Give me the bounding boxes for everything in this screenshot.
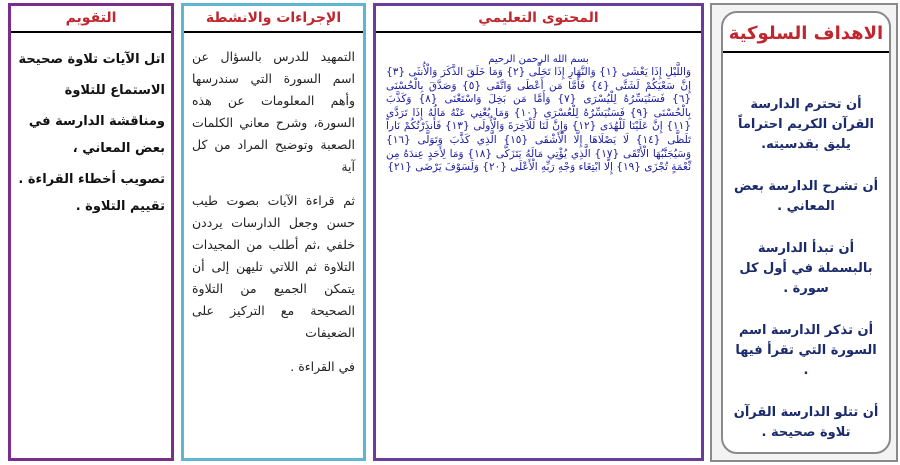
procedures-paragraph: في القراءة . <box>290 359 355 374</box>
goals-column <box>721 11 891 454</box>
content-heading: المحتوى التعليمي <box>478 10 599 26</box>
procedures-heading: الإجراءات والانشطة <box>205 10 342 26</box>
goals-heading-divider <box>723 51 889 53</box>
procedures-paragraph: ثم قراءة الآيات بصوت طيب حسن وجعل الدارسات يرددن خلفي ،ثم أطلب من المجيدات التلاوة ثم اللاتي تليهن إلى أن يتمكن الجميع من التلاوة الصحيحة مع التركيز على الضعيفات <box>192 193 355 340</box>
evaluation-item: تصويب أخطاء القراءة . <box>18 172 165 187</box>
goals-heading: الاهداف السلوكية <box>728 23 884 44</box>
evaluation-item: تقييم التلاوة . <box>75 199 165 214</box>
evaluation-item: اتل الآيات تلاوة صحيحة <box>18 52 165 67</box>
procedures-column <box>181 3 366 461</box>
content-heading-divider <box>376 31 701 33</box>
goal-item: أن تبدأ الدارسة بالبسملة في أول كل سورة . <box>739 241 873 296</box>
content-column <box>373 3 704 461</box>
evaluation-list <box>17 46 165 220</box>
goal-item: أن تحترم الدارسة القرآن الكريم احتراماً يليق بقدسيته. <box>737 97 875 152</box>
evaluation-heading-divider <box>11 31 171 33</box>
quran-verses: وَاللَّيْلِ إِذَا يَغْشَى {١} وَالنَّهَارِ إِذَا تَجَلَّى {٢} وَمَا خَلَقَ الذَّكَرَ وَالْأُنثَى {٣} إِنَّ سَعْيَكُمْ لَشَتَّى {٤} فَأَمَّا مَن أَعْطَى وَاتَّقَى {٥} وَصَدَّقَ بِالْحُسْنَى {٦} فَسَنُيَسِّرُهُ لِلْيُسْرَى {٧} وَأَمَّا مَن بَخِلَ وَاسْتَغْنَى {٨} وَكَذَّبَ بِالْحُسْنَى {٩} فَسَنُيَسِّرُهُ لِلْعُسْرَى {١٠} وَمَا يُغْنِي عَنْهُ مَالُهُ إِذَا تَرَدَّى {١١} إِنَّ عَلَيْنَا لَلْهُدَى {١٢} وَإِنَّ لَنَا لَلْآخِرَةَ وَالْأُولَى {١٣} فَأَنذَرْتُكُمْ نَاراً تَلَظَّى {١٤} لَا يَصْلَاهَا إِلَّا الْأَشْقَى {١٥} الَّذِي كَذَّبَ وَتَوَلَّى {١٦} وَسَيُجَنَّبُهَا الْأَتْقَى {١٧} الَّذِي يُؤْتِي مَالَهُ يَتَزَكَّى {١٨} وَمَا لِأَحَدٍ عِندَهُ مِن نِّعْمَةٍ تُجْزَى {١٩} إِلَّا ابْتِغَاء وَجْهِ رَبِّهِ الْأَعْلَى {٢٠} وَلَسَوْفَ يَرْضَى {٢١} <box>386 66 692 174</box>
basmala: بسم الله الرحمن الرحيم <box>488 54 589 65</box>
procedures-text <box>192 46 355 390</box>
evaluation-item: الاستماع للتلاوة <box>64 83 165 98</box>
goals-list <box>731 95 881 465</box>
evaluation-item: ومناقشة الدارسة في <box>28 114 165 129</box>
evaluation-item: بعض المعاني ، <box>72 141 165 156</box>
procedures-heading-divider <box>184 31 363 33</box>
goal-item: أن تتلو الدارسة القرآن تلاوة صحيحة . <box>733 405 879 440</box>
evaluation-column <box>8 3 174 461</box>
evaluation-heading: التقويم <box>65 10 117 26</box>
procedures-paragraph: التمهيد للدرس بالسؤال عن اسم السورة التي سندرسها وأهم المعلومات عن هذه السورة، وشرح معاني الكلمات الصعبة وتوضيح المراد من كل آية <box>192 49 355 174</box>
goal-item: أن تذكر الدارسة اسم السورة التي تقرأ فيها . <box>735 323 877 378</box>
goal-item: أن تشرح الدارسة بعض المعاني . <box>733 179 879 214</box>
